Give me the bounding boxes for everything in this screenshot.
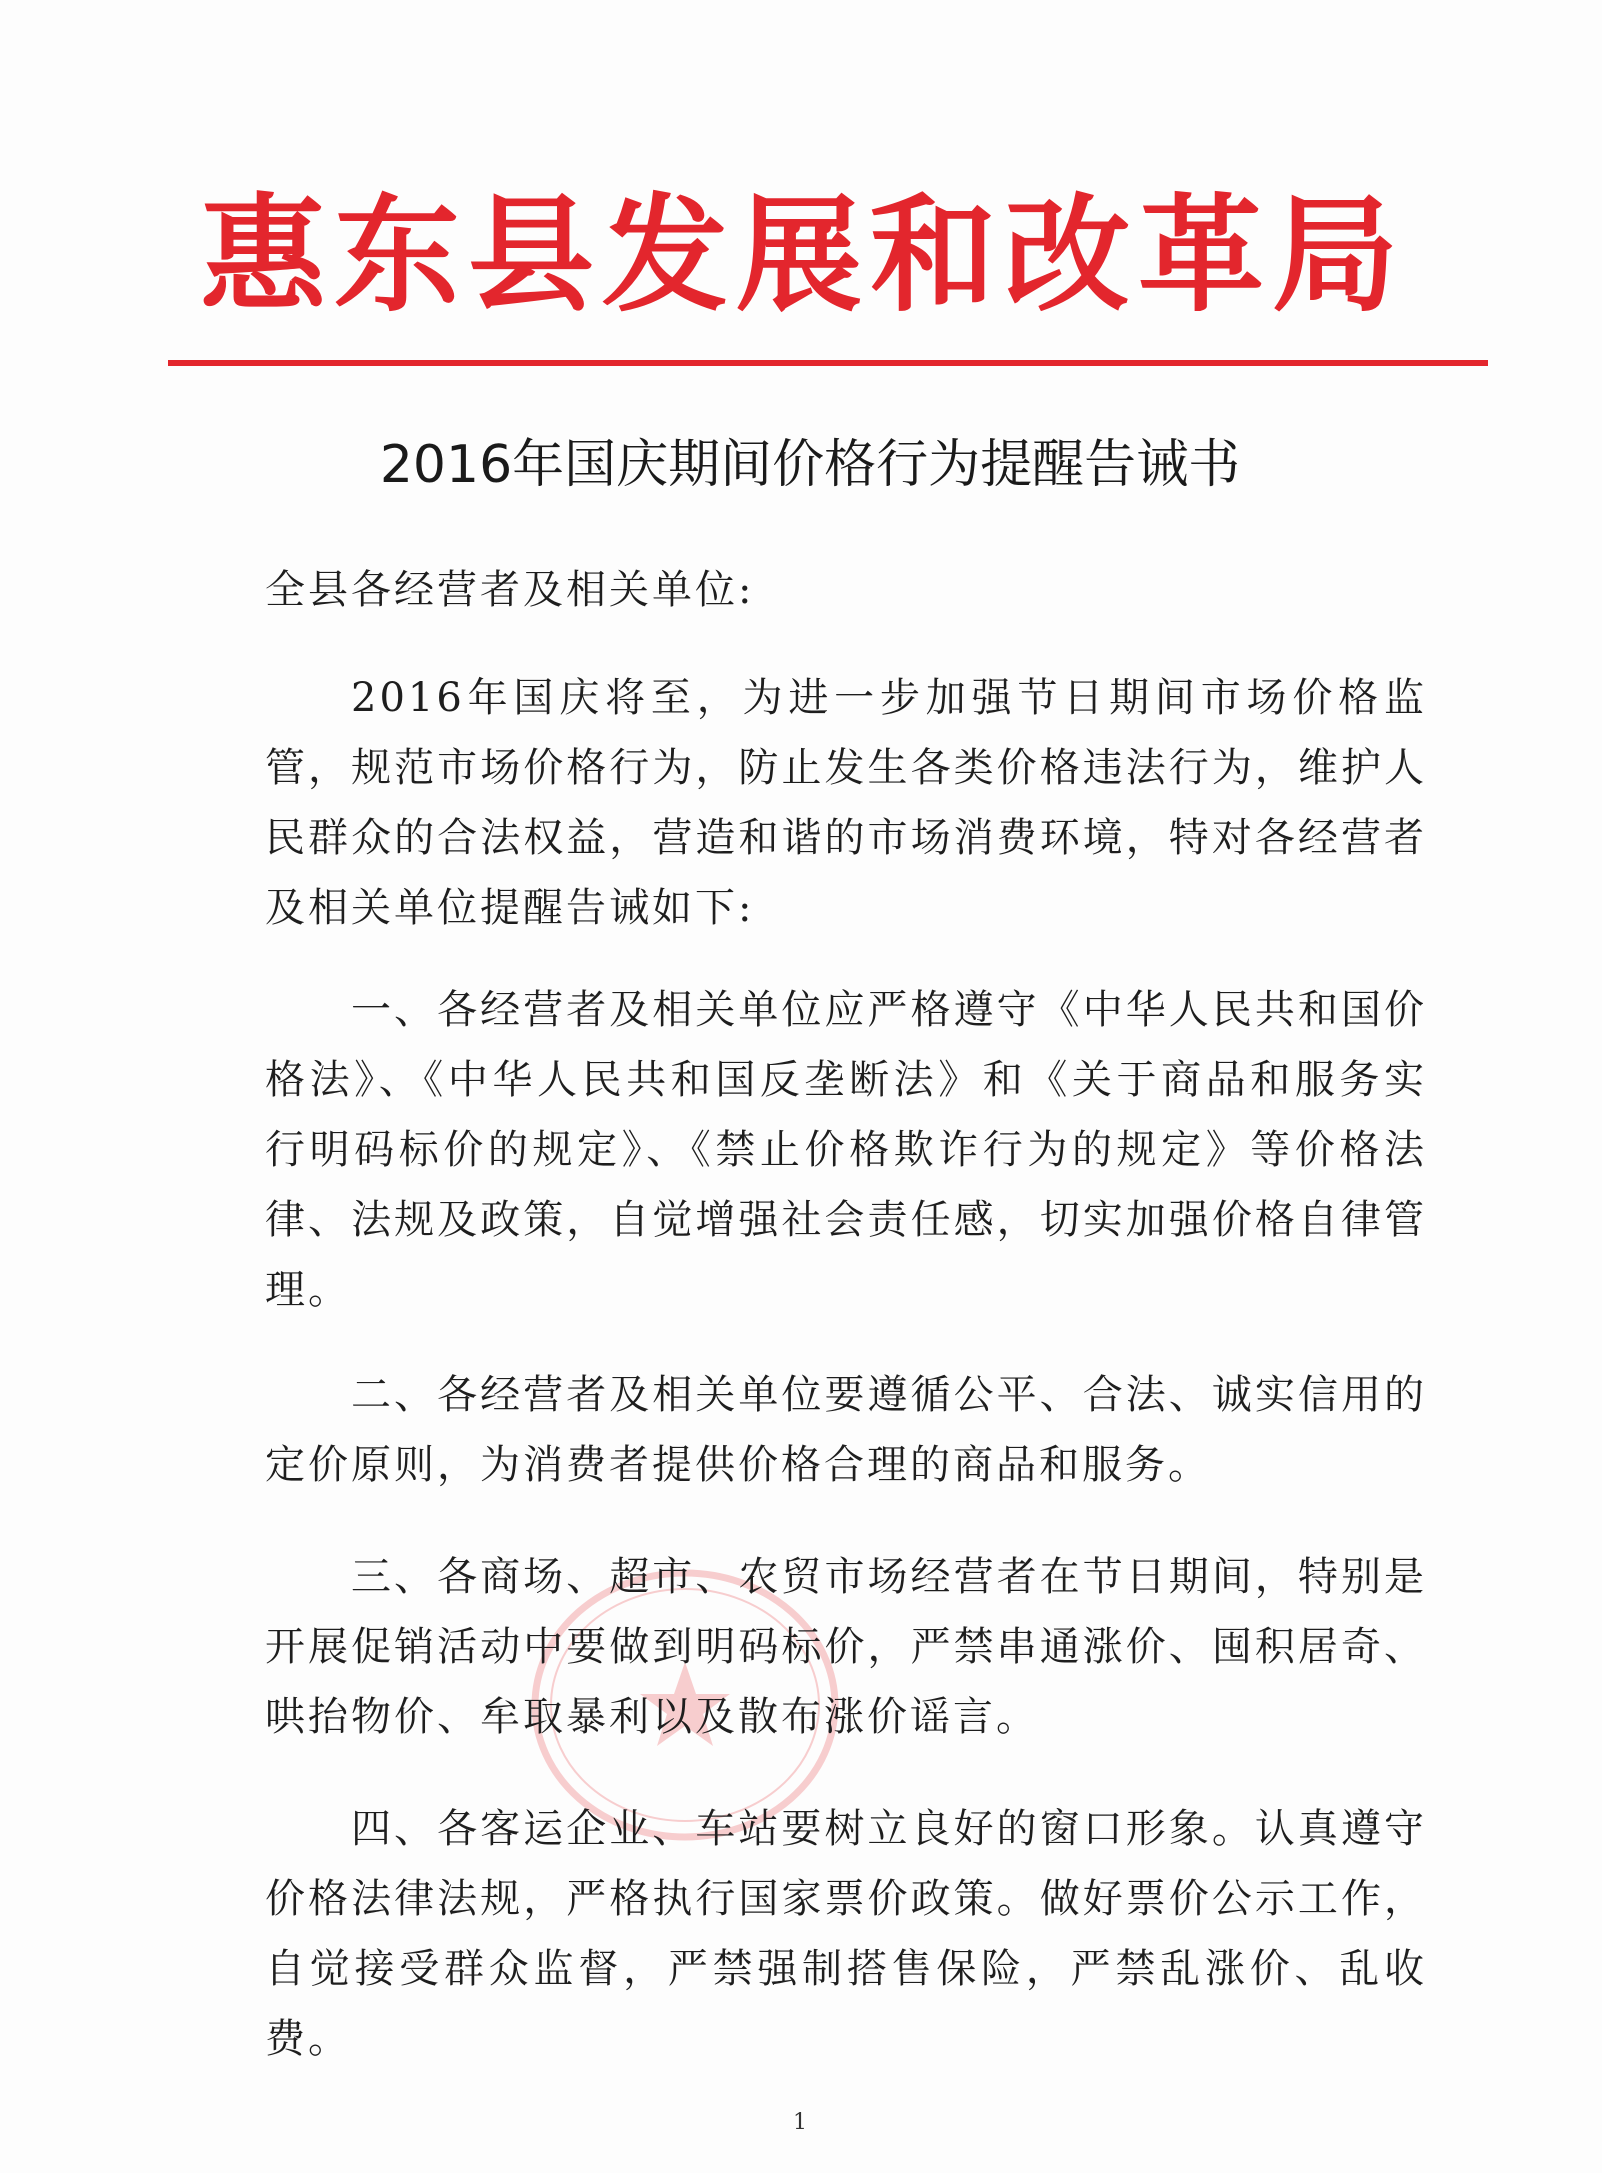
salutation: 全县各经营者及相关单位: (265, 567, 755, 613)
paragraph-intro: 2016年国庆将至，为进一步加强节日期间市场价格监管，规范市场价格行为，防止发生各类价格违法行为，维护人民群众的合法权益，营造和谐的市场消费环境，特对各经营者及相关单位提醒告诫如下: (265, 675, 1427, 931)
page-number: 1 (793, 2110, 807, 2135)
issuer-header: 惠东县发展和改革局 (200, 181, 1406, 329)
paragraph-item-3: 三、各商场、超市、农贸市场经营者在节日期间，特别是开展促销活动中要做到明码标价，严禁串通涨价、囤积居奇、哄抬物价、牟取暴利以及散布涨价谣言。 (265, 1554, 1427, 1740)
header-red-rule (168, 360, 1488, 366)
paragraph-item-2: 二、各经营者及相关单位要遵循公平、合法、诚实信用的定价原则，为消费者提供价格合理的商品和服务。 (265, 1372, 1427, 1488)
paragraph-item-4: 四、各客运企业、车站要树立良好的窗口形象。认真遵守价格法律法规，严格执行国家票价政策。做好票价公示工作，自觉接受群众监督，严禁强制搭售保险，严禁乱涨价、乱收费。 (265, 1806, 1427, 2062)
paragraph-item-1: 一、各经营者及相关单位应严格遵守《中华人民共和国价格法》、《中华人民共和国反垄断法》和《关于商品和服务实行明码标价的规定》、《禁止价格欺诈行为的规定》等价格法律、法规及政策，自觉增强社会责任感，切实加强价格自律管理。 (265, 987, 1427, 1313)
document-title: 2016年国庆期间价格行为提醒告诫书 (379, 435, 1241, 495)
